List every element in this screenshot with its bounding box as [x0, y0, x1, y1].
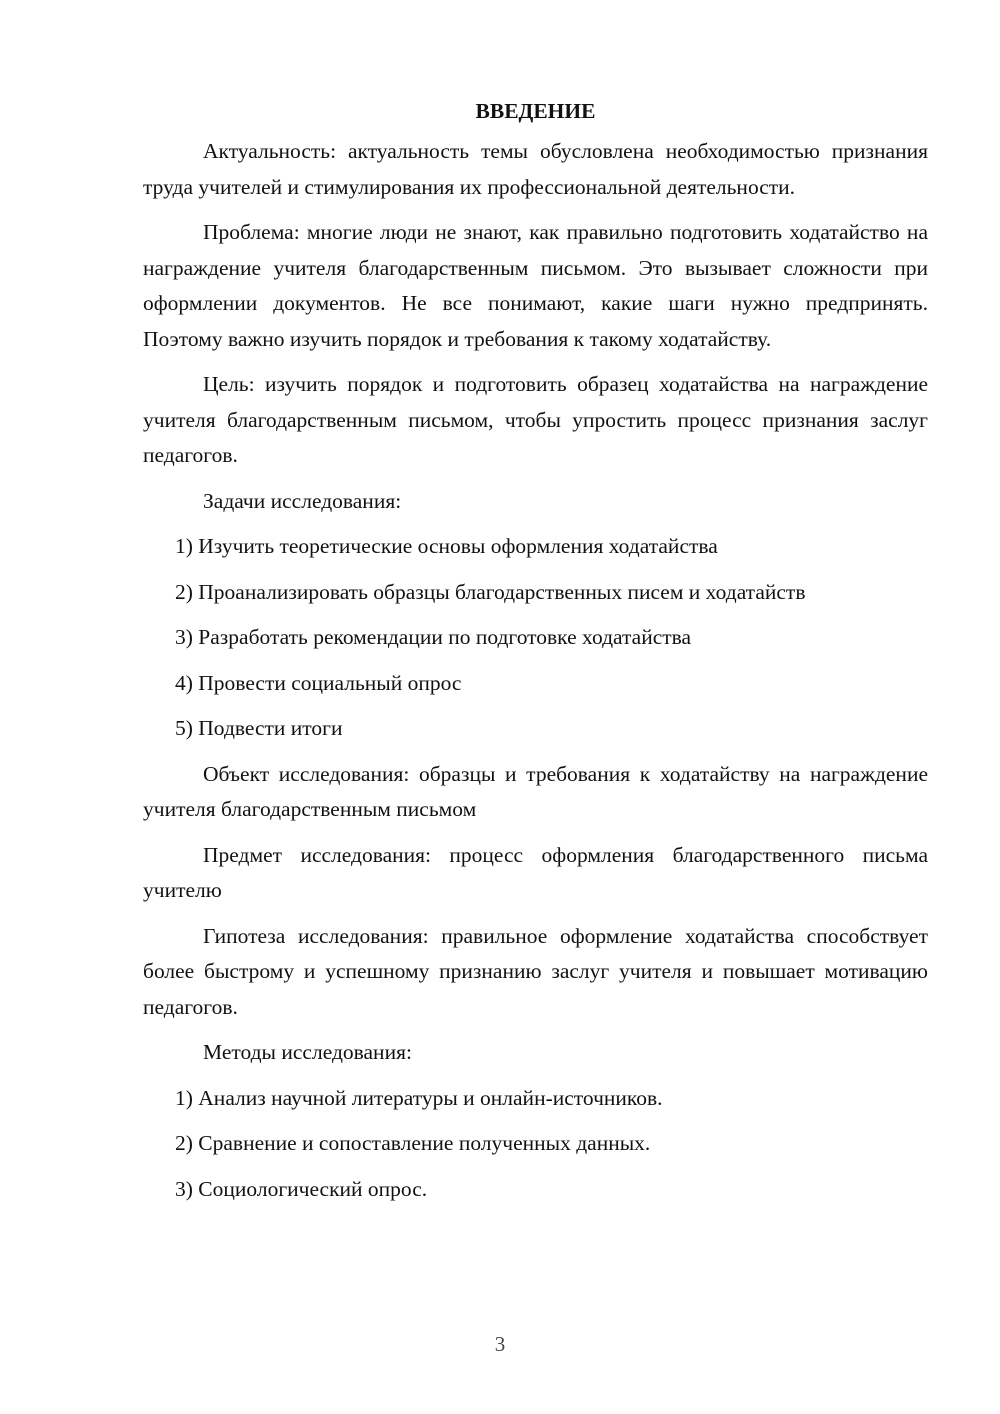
tasks-list	[143, 529, 928, 747]
task-item: 4) Провести социальный опрос	[175, 670, 462, 695]
page-content	[143, 96, 928, 1217]
relevance-paragraph: Актуальность: актуальность темы обусловлена необходимостью признания труда учителей и стимулирования их профессиональной деятельности.	[143, 139, 928, 199]
method-item: 1) Анализ научной литературы и онлайн-источников.	[175, 1085, 663, 1110]
page-number: 3	[494, 1332, 506, 1356]
methods-label: Методы исследования:	[203, 1040, 412, 1064]
task-item: 3) Разработать рекомендации по подготовке ходатайства	[175, 625, 692, 649]
hypothesis-paragraph: Гипотеза исследования: правильное оформление ходатайства способствует более быстрому и успешному признанию заслуг учителя и повышает мотивацию педагогов.	[143, 923, 928, 1019]
methods-list	[143, 1081, 928, 1208]
task-item: 1) Изучить теоретические основы оформления ходатайства	[175, 534, 718, 558]
task-item: 2) Проанализировать образцы благодарственных писем и ходатайств	[175, 579, 806, 604]
method-item: 3) Социологический опрос.	[175, 1176, 428, 1201]
method-item: 2) Сравнение и сопоставление полученных данных.	[175, 1131, 651, 1155]
problem-paragraph: Проблема: многие люди не знают, как правильно подготовить ходатайство на награждение учителя благодарственным письмом. Это вызывает сложности при оформлении документов. Не все понимают, какие шаги нужно предпринять. Поэтому важно изучить порядок и требования к такому ходатайству.	[143, 220, 928, 351]
tasks-label: Задачи исследования:	[203, 488, 402, 513]
section-title: ВВЕДЕНИЕ	[475, 99, 596, 123]
object-paragraph: Объект исследования: образцы и требования к ходатайству на награждение учителя благодарственным письмом	[143, 761, 928, 821]
task-item: 5) Подвести итоги	[175, 716, 343, 740]
goal-paragraph: Цель: изучить порядок и подготовить образец ходатайства на награждение учителя благодарственным письмом, чтобы упростить процесс признания заслуг педагогов.	[143, 372, 928, 467]
subject-paragraph: Предмет исследования: процесс оформления благодарственного письма учителю	[143, 842, 928, 902]
